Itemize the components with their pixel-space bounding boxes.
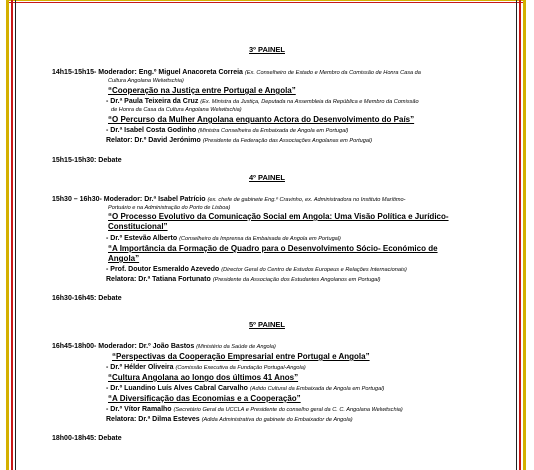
panel-3-speaker-1-note-2: de Honra da Casa da Cultura Angolana Welwitschia): [111, 107, 242, 113]
panel-3-heading: 3º PAINEL: [249, 45, 285, 54]
panel-4-talk-1-title-2: Constitucional”: [108, 222, 168, 231]
panel-3-rapporteur-note: (Presidente da Federação das Associações Angolanas em Portugal): [202, 138, 373, 144]
panel-3-talk-1: [108, 86, 296, 96]
panel-4-rapporteur-note: (Presidente da Associação dos Estudantes Angolanos em Portugal): [212, 277, 381, 283]
panel-3-moderator-note-cont: [108, 76, 184, 86]
panel-5-rapporteur-name: Relatora: Dr.ª Dilma Esteves: [106, 416, 200, 423]
panel-4-talk-1: [108, 212, 449, 222]
panel-3-speaker-2-name: - Dr.ª Isabel Costa Godinho: [106, 127, 197, 134]
panel-3-talk-2: [108, 115, 414, 125]
panel-4-talk-1-title: “O Processo Evolutivo da Comunicação Social em Angola: Uma Visão Política e Jurídico-: [108, 212, 449, 221]
panel-5-talk-2-title: “Cultura Angolana ao longo dos últimos 41 Anos”: [108, 373, 299, 382]
panel-4-talk-2-title: “A Importância da Formação de Quadro para o Desenvolvimento Sócio- Económico de: [108, 244, 438, 253]
panel-3-rapporteur: [106, 136, 372, 146]
panel-5-talk-3: [108, 394, 301, 404]
panel-3-debate: 15h15-15h30: Debate: [52, 157, 122, 164]
panel-5-rapporteur-note: (Adida Administrativa do gabinete do Embaixador de Angola): [201, 417, 353, 423]
panel-4-talk-2: [108, 244, 438, 254]
panel-5-heading: 5º PAINEL: [249, 320, 285, 329]
panel-4-talk-2-title-2: Angola”: [108, 254, 140, 263]
panel-4-moderator-note: (ex. chefe de gabinete Eng.º Cravinho, ex. Administradora no Instituto Marítimo-: [207, 197, 406, 203]
panel-4-rapporteur: [106, 275, 381, 285]
panel-5-speaker-1: [106, 363, 306, 373]
panel-3-speaker-1-name: - Dr.ª Paula Teixeira da Cruz: [106, 98, 199, 105]
panel-5-talk-2: [108, 373, 298, 383]
panel-3-speaker-1-note: (Ex. Ministra da Justiça, Deputada na Assembleia da República e Membro da Comissão: [200, 99, 419, 105]
panel-3-moderator-note-2: Cultura Angolana Welwitschia): [108, 78, 184, 84]
panel-5-speaker-1-note: (Comissão Executiva da Fundação Portugal-Angola): [175, 365, 306, 371]
panel-3-moderator-note: (Ex. Conselheiro de Estado e Membro da Comissão de Honra Casa da: [244, 70, 421, 76]
panel-3-talk-1-title: “Cooperação na Justiça entre Portugal e Angola”: [108, 86, 296, 95]
panel-5-speaker-3-note: (Secretário Geral da UCCLA e Presidente do conselho geral da C. C. Angolana Welwitschia): [173, 407, 403, 413]
panel-5-speaker-2-note: (Adido Cultural da Embaixada de Angola em Portugal): [249, 386, 385, 392]
panel-4-speaker-1: [106, 234, 341, 244]
panel-5-talk-3-title: “A Diversificação das Economias e a Cooperação”: [108, 394, 301, 403]
panel-5-speaker-1-name: - Dr.º Hélder Oliveira: [106, 364, 174, 371]
panel-3-speaker-2-note: (Ministra Conselheira da Embaixada de Angola em Portugal): [198, 128, 349, 134]
panel-5-speaker-3: [106, 405, 403, 415]
panel-4-talk-2-cont: [108, 254, 139, 264]
panel-3-talk-2-title: “O Percurso da Mulher Angolana enquanto Actora do Desenvolvimento do País”: [108, 115, 415, 124]
panel-5-debate: 18h00-18h45: Debate: [52, 435, 122, 442]
panel-5-moderator-note: (Ministério da Saúde de Angola): [196, 344, 276, 350]
panel-4-speaker-2: [106, 265, 407, 275]
panel-5-speaker-3-name: - Dr.º Vítor Ramalho: [106, 406, 172, 413]
panel-4-speaker-2-note: (Director Geral do Centro de Estudos Europeus e Relações Internacionais): [221, 267, 407, 273]
panel-4-speaker-1-name: - Dr.º Estevão Alberto: [106, 235, 178, 242]
panel-5-moderator: [52, 342, 276, 352]
panel-3-speaker-2: [106, 126, 348, 136]
panel-3-rapporteur-name: Relator: Dr.º David Jerónimo: [106, 137, 201, 144]
panel-4-moderator-name: 15h30 – 16h30- Moderador: Dr.ª Isabel Patrício: [52, 196, 206, 203]
panel-4-debate: 16h30-16h45: Debate: [52, 295, 122, 302]
panel-5-speaker-2: [106, 384, 384, 394]
panel-5-talk-1: [112, 352, 370, 362]
panel-3-speaker-1-note-cont: [111, 105, 242, 115]
panel-4-rapporteur-name: Relatora: Dr.ª Tatiana Fortunato: [106, 276, 211, 283]
panel-5-talk-1-title: “Perspectivas da Cooperação Empresarial entre Portugal e Angola”: [112, 352, 370, 361]
panel-3-moderator-name: 14h15-15h15- Moderador: Eng.º Miguel Anacoreta Correia: [52, 69, 243, 76]
panel-4-speaker-2-name: - Prof. Doutor Esmeraldo Azevedo: [106, 266, 220, 273]
panel-4-heading: 4º PAINEL: [249, 173, 285, 182]
panel-4-speaker-1-note: (Conselheiro da Imprensa da Embaixada de Angola em Portugal): [179, 236, 341, 242]
panel-5-moderator-name: 16h45-18h00- Moderador: Dr.º João Bastos: [52, 343, 195, 350]
panel-5-rapporteur: [106, 415, 353, 425]
panel-4-moderator-note-2: Portuário e na Administração do Porto de Lisboa): [108, 205, 231, 211]
panel-4-talk-1-cont: [108, 222, 168, 232]
panel-5-speaker-2-name: - Dr.º Luandino Luís Alves Cabral Carvalho: [106, 385, 248, 392]
